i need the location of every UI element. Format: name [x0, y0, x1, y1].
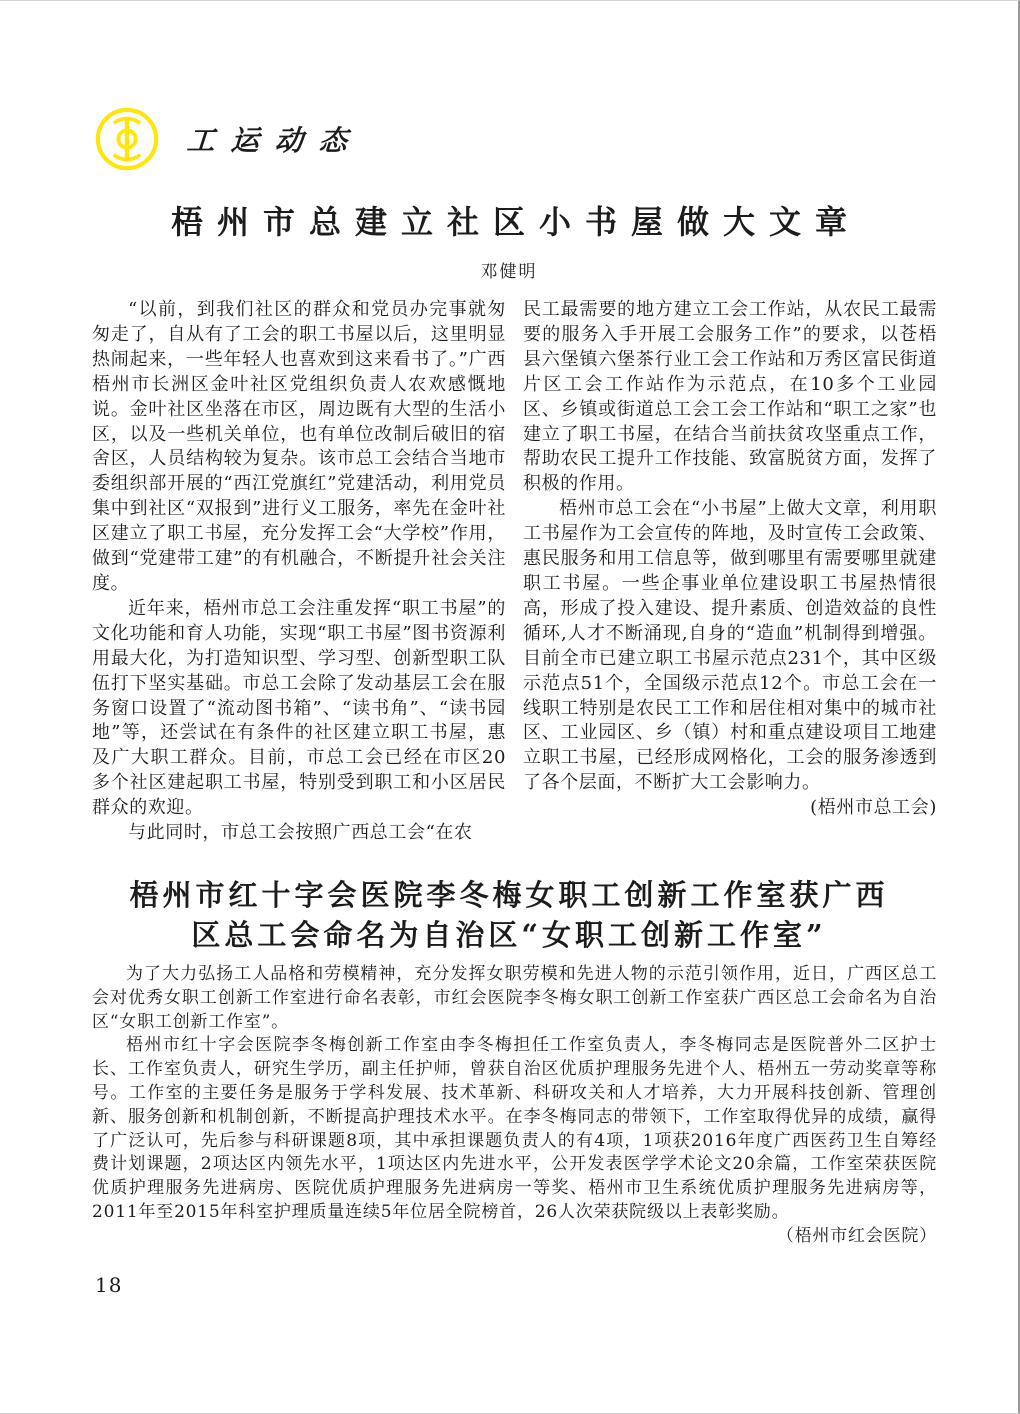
article2-body: [92, 963, 937, 1249]
article1-paragraph-continuation: 民工最需要的地方建立工会工作站，从农民工最需要的服务入手开展工会服务工作”的要求，以苍梧县六堡镇六堡茶行业工会工作站和万秀区富民街道片区工会工作站作为示范点，在10多个工业园区、乡镇或街道总工会工会工作站和“职工之家”也建立了职工书屋，在结合当前扶贫攻坚重点工作，帮助农民工提升工作技能、致富脱贫方面，发挥了积极的作用。: [523, 299, 937, 495]
article2-title-line1: 梧州市红十字会医院李冬梅女职工创新工作室获广西: [129, 878, 889, 912]
article1-left-column: [92, 298, 506, 846]
article1-author: 邓健明: [480, 262, 538, 282]
page-number: 18: [95, 1273, 123, 1297]
article1-attribution: (梧州市总工会): [810, 797, 937, 819]
article1-columns: [92, 298, 937, 846]
article1-right-column: [523, 298, 937, 846]
article1-title: 梧州市总建立社区小书屋做大文章: [170, 203, 861, 241]
article1-paragraph: 与此同时，市总工会按照广西总工会“在农: [128, 822, 473, 844]
article2-title-line2: 区总工会命名为自治区“女职工创新工作室”: [191, 918, 827, 952]
page-header: [95, 107, 363, 171]
article2-title: [0, 875, 1018, 955]
article2-paragraph-text: 梧州市红十字会医院李冬梅创新工作室由李冬梅担任工作室负责人，李冬梅同志是医院普外二区护士长、工作室负责人，研究生学历，副主任护师，曾获自治区优质护理服务先进个人、梧州五一劳动奖章等称号。工作室的主要任务是服务于学科发展、技术革新、科研攻关和人才培养，大力开展科技创新、管理创新、服务创新和机制创新，不断提高护理技术水平。在李冬梅同志的带领下，工作室取得优异的成绩，赢得了广泛认可，先后参与科研课题8项，其中承担课题负责人的有4项，1项获2016年度广西医药卫生自筹经费计划课题，2项达区内领先水平，1项达区内先进水平，公开发表医学学术论文20余篇，工作室荣获医院优质护理服务先进病房、医院优质护理服务先进病房一等奖、梧州市卫生系统优质护理服务先进病房等，2011年至2015年科室护理质量连续5年位居全院榜首，26人次荣获院级以上表彰奖励。: [92, 1035, 937, 1222]
article1-paragraph: 近年来，梧州市总工会注重发挥“职工书屋”的文化功能和育人功能，实现“职工书屋”图书资源利用最大化，为打造知识型、学习型、创新型职工队伍打下坚实基础。市总工会除了发动基层工会在服务窗口设置了“流动图书箱”、“读书角”、“读书园地”等，还尝试在有条件的社区建立职工书屋，惠及广大职工群众。目前，市总工会已经在市区20多个社区建起职工书屋，特别受到职工和小区居民群众的欢迎。: [92, 597, 506, 819]
article1-paragraph: [523, 497, 937, 819]
article2-paragraph: 为了大力弘扬工人品格和劳模精神，充分发挥女职劳模和先进人物的示范引领作用，近日，广西区总工会对优秀女职工创新工作室进行命名表彰，市红会医院李冬梅女职工创新工作室获广西区总工会命名为自治区“女职工创新工作室”。: [92, 964, 937, 1032]
article1-paragraph-text: 梧州市总工会在“小书屋”上做大文章，利用职工书屋作为工会宣传的阵地，及时宣传工会政策、惠民服务和用工信息等，做到哪里有需要哪里就建职工书屋。一些企事业单位建设职工书屋热情很高，形成了投入建设、提升素质、创造效益的良性循环,人才不断涌现,自身的“造血”机制得到增强。目前全市已建立职工书屋示范点231个，其中区级示范点51个，全国级示范点12个。市总工会在一线职工特别是农民工工作和居住相对集中的城市社区、工业园区、乡（镇）村和重点建设项目工地建立职工书屋，已经形成网格化，工会的服务渗透到了各个层面，不断扩大工会影响力。: [523, 498, 937, 794]
article1-paragraph: “以前，到我们社区的群众和党员办完事就匆匆走了，自从有了工会的职工书屋以后，这里明显热闹起来，一些年轻人也喜欢到这来看书了。”广西梧州市长洲区金叶社区党组织负责人农欢感慨地说。金叶社区坐落在市区，周边既有大型的生活小区，以及一些机关单位，也有单位改制后破旧的宿舍区，人员结构较为复杂。该市总工会结合当地市委组织部开展的“西江党旗红”党建活动，利用党员集中到社区“双报到”进行义工服务，率先在金叶社区建立了职工书屋，充分发挥工会“大学校”作用，做到“党建带工建”的有机融合，不断提升社会关注度。: [92, 299, 506, 594]
article2-paragraph: [92, 1034, 937, 1246]
trade-union-logo-icon: [95, 107, 159, 171]
section-title: 工运动态: [185, 124, 365, 157]
article2-attribution: （梧州市红会医院）: [776, 1225, 937, 1246]
